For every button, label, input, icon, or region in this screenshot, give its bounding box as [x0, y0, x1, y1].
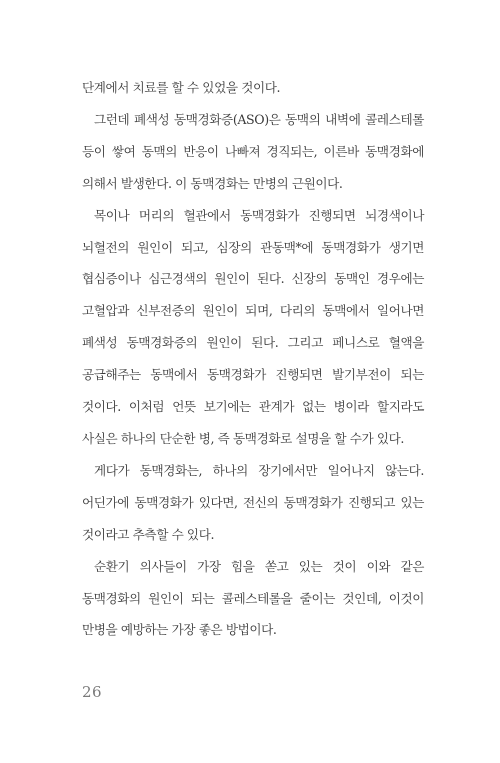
paragraph-aso-definition: 그런데 폐색성 동맥경화증(ASO)은 동맥의 내벽에 콜레스테롤 등이 쌓여 동맥의 반응이 나빠져 경직되는, 이른바 동맥경화에 의해서 발생한다. 이 동맥경화는 만병의 근원이다.	[82, 111, 424, 191]
paragraph-systemic-arteriosclerosis: 게다가 동맥경화는, 하나의 장기에서만 일어나지 않는다. 어딘가에 동맥경화가 있다면, 전신의 동맥경화가 진행되고 있는 것이라고 추측할 수 있다.	[82, 462, 424, 542]
paragraph-arteriosclerosis-effects: 목이나 머리의 혈관에서 동맥경화가 진행되면 뇌경색이나 뇌혈전의 원인이 되고, 심장의 관동맥*에 동맥경화가 생기면 협심증이나 심근경색의 원인이 된다. 신장의 동맥인 경우에는 고혈압과 신부전증의 원인이 되며, 다리의 동맥에서 일어나면 폐색성 동맥경화증의 원인이 된다. 그리고 페니스로 혈액을 공급해주는 동맥에서 동맥경화가 진행되면 발기부전이 되는 것이다. 이처럼 언뜻 보기에는 관계가 없는 병이라 할지라도 사실은 하나의 단순한 병, 즉 동맥경화로 설명을 할 수가 있다.	[82, 207, 424, 446]
body-text	[82, 72, 424, 646]
paragraph-continuation: 단계에서 치료를 할 수 있었을 것이다.	[82, 80, 281, 95]
page-number: 26	[82, 683, 103, 701]
paragraph-prevention: 순환기 의사들이 가장 힘을 쏟고 있는 것이 이와 같은 동맥경화의 원인이 되는 콜레스테롤을 줄이는 것인데, 이것이 만병을 예방하는 가장 좋은 방법이다.	[82, 558, 424, 638]
